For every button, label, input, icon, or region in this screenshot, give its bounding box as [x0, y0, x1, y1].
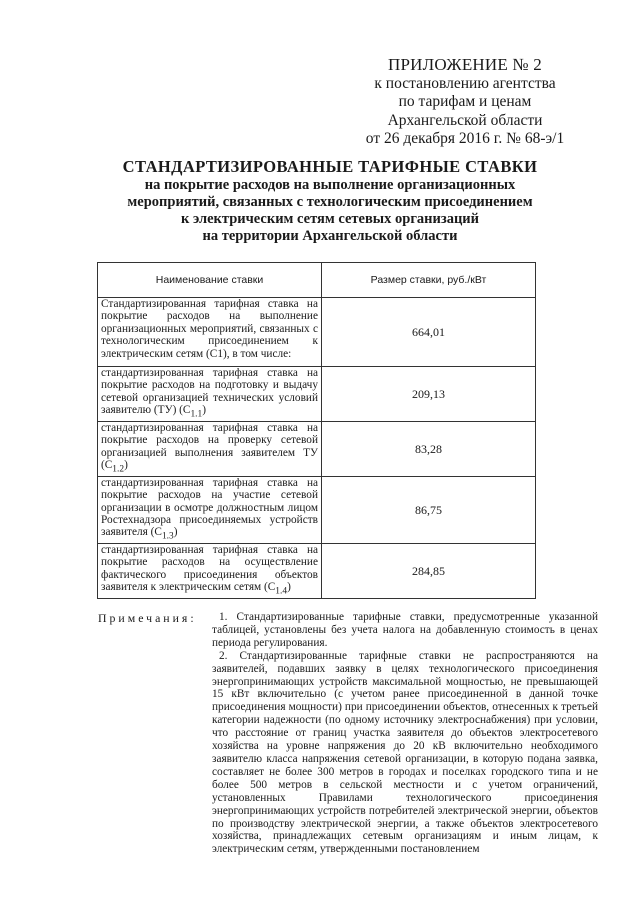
- note-item-2: 2. Стандартизированные тарифные ставки не распространяются на заявителей, подавших заявку в целях технологического присоединения энергопринимающих устройств максимальной мощностью, не превышающей 15 кВт включительно (с учетом ранее присоединенной в данной точке присоединения мощности) при присоединении объектов, отнесенных к третьей категории надежности (по одному источнику электроснабжения) при условии, что расстояние от границ участка заявителя до объектов электросетевого хозяйства на уровне напряжения до 20 кВ включительно необходимого заявителю класса напряжения сетевой организации, в которую подана заявка, составляет не более 300 метров в городах и поселках городского типа и не более 500 метров в сельской местности и с учетом ограничений, установленных Правилами технологического присоединения энергопринимающих устройств потребителей электрической энергии, объектов по производству электрической энергии, а также объектов электросетевого хозяйства, принадлежащих сетевым организациям и иным лицам, к электрическим сетям, утвержденными постановлением: [212, 649, 598, 856]
- table-row: [98, 298, 536, 367]
- title-line-4: к электрическим сетям сетевых организаций: [180, 211, 480, 227]
- rate-value-c11: 209,13: [322, 367, 536, 422]
- title-line-5: на территории Архангельской области: [202, 228, 458, 244]
- document-title: [110, 158, 550, 245]
- header-rate-name: Наименование ставки: [98, 263, 322, 298]
- title-line-1: СТАНДАРТИЗИРОВАННЫЕ ТАРИФНЫЕ СТАВКИ: [122, 157, 538, 176]
- appendix-line-1: к постановлению агентства: [374, 74, 556, 92]
- rate-name-c14: стандартизированная тарифная ставка на покрытие расходов на осуществление фактического присоединения объектов заявителя к электрическим сетям $(С_{1.4})$: [98, 544, 322, 599]
- rate-subscript: 1.1: [190, 409, 203, 420]
- rate-name-text: Стандартизированная тарифная ставка на покрытие расходов на выполнение организационных мероприятий, связанных с технологическим присоединением к электрическим сетям (С1), в том числе:: [101, 298, 318, 360]
- rates-table: [97, 262, 536, 599]
- rate-subscript: 1.2: [112, 464, 125, 475]
- rate-name-c1: [98, 298, 322, 367]
- table-row: [98, 544, 536, 599]
- appendix-heading: ПРИЛОЖЕНИЕ № 2: [388, 55, 542, 74]
- table-row: [98, 367, 536, 422]
- rate-value-c1: 664,01: [322, 298, 536, 367]
- notes-body: [212, 611, 598, 856]
- rate-subscript: 1.3: [161, 531, 174, 542]
- rate-value-c12: 83,28: [322, 421, 536, 476]
- header-rate-value: Размер ставки, руб./кВт: [322, 263, 536, 298]
- table-header-row: [98, 263, 536, 298]
- notes-label: Примечания:: [98, 611, 197, 625]
- rate-subscript: 1.4: [275, 586, 288, 597]
- rate-name-text: стандартизированная тарифная ставка на покрытие расходов на проверку сетевой организацией выполнения заявителем ТУ (С: [101, 421, 318, 472]
- table-row: [98, 421, 536, 476]
- title-line-3: мероприятий, связанных с технологическим присоединением: [127, 194, 533, 210]
- note-item-1: 1. Стандартизированные тарифные ставки, предусмотренные указанной таблицей, установлены без учета налога на добавленную стоимость в ценах периода регулирования.: [212, 611, 598, 649]
- appendix-line-4: от 26 декабря 2016 г. № 68-э/1: [365, 130, 565, 148]
- rate-value-c14: 284,85: [322, 544, 536, 599]
- table-row: [98, 476, 536, 543]
- rate-name-c13: стандартизированная тарифная ставка на покрытие расходов на участие сетевой организации в осмотре должностным лицом Ростехнадзора присоединяемых устройств заявителя $(С_{1.3})$: [98, 476, 322, 543]
- appendix-line-3: Архангельской области: [387, 111, 543, 129]
- appendix-block: [340, 56, 590, 149]
- appendix-line-2: по тарифам и ценам: [398, 93, 532, 111]
- rate-name-text: стандартизированная тарифная ставка на покрытие расходов на участие сетевой организации в осмотре должностным лицом Ростехнадзора присоединяемых устройств заявителя (С: [101, 476, 318, 539]
- rate-value-c13: 86,75: [322, 476, 536, 543]
- rate-name-text: стандартизированная тарифная ставка на покрытие расходов на подготовку и выдачу сетевой организацией технических условий заявителю (ТУ) (С: [101, 367, 318, 417]
- rate-name-c12: стандартизированная тарифная ставка на покрытие расходов на проверку сетевой организацией выполнения заявителем ТУ $(С_{1.2})$: [98, 421, 322, 476]
- title-line-2: на покрытие расходов на выполнение организационных: [144, 177, 516, 193]
- rate-name-text: стандартизированная тарифная ставка на покрытие расходов на осуществление фактического присоединения объектов заявителя к электрическим сетям (С: [101, 544, 318, 594]
- rate-name-c11: стандартизированная тарифная ставка на покрытие расходов на подготовку и выдачу сетевой организацией технических условий заявителю (ТУ) $(С_{1.1})$: [98, 367, 322, 422]
